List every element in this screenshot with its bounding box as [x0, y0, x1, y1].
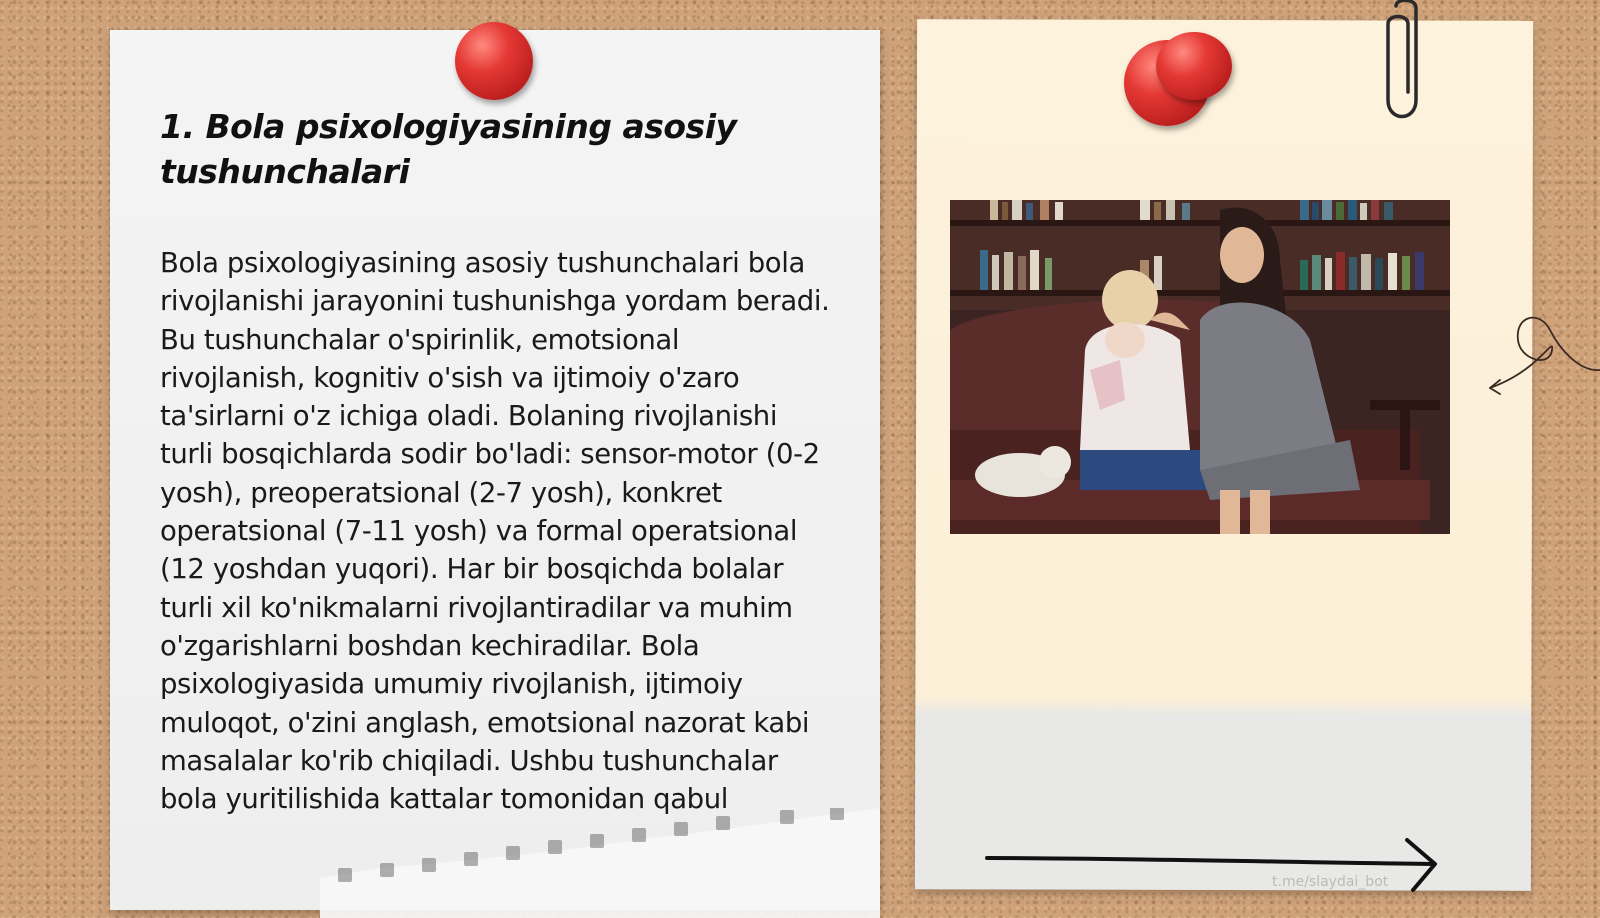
push-pin-icon — [455, 22, 533, 100]
watermark-text: t.me/slaydai_bot — [1272, 874, 1389, 890]
counseling-photo — [950, 200, 1450, 534]
loop-arrow-doodle — [1480, 310, 1600, 410]
slide-title: 1. Bola psixologiyasining asosiy tushunchalari — [160, 107, 737, 191]
push-pin-icon — [1156, 32, 1232, 100]
torn-tape-strip — [320, 808, 880, 918]
paperclip-icon — [1382, 0, 1422, 122]
slide-body-text: Bola psixologiyasining asosiy tushunchalari bola rivojlanishi jarayonini tushunishga yordam beradi. Bu tushunchalar o'spirinlik, emotsional rivojlanish, kognitiv o'sish va ijtimoiy o'zaro ta'sirlarni o'z ichiga oladi. Bolaning rivojlanishi turli bosqichlarda sodir bo'ladi: sensor-motor (0-2 yosh), preoperatsional (2-7 yosh), konkret operatsional (7-11 yosh) va formal operatsional (12 yoshdan yuqori). Har bir bosqichda bolalar turli xil ko'nikmalarni rivojlantiradilar va muhim o'zgarishlarni boshdan kechiradilar. Bola psixologiyasida umumiy rivojlanish, ijtimoiy muloqot, o'zini anglash, emotsional nazorat kabi masalalar ko'rib chiqiladi. Ushbu tushunchalar bola yuritilishida kattalar tomonidan qabul — [160, 247, 830, 816]
